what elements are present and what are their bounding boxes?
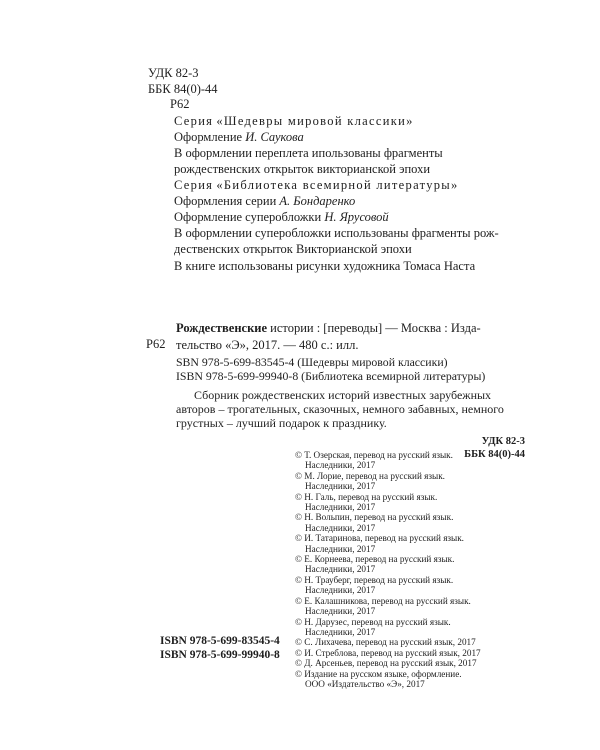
bbk-code-right: ББК 84(0)-44 — [464, 449, 525, 460]
udk-code: УДК 82-3 — [148, 66, 199, 80]
copyright-entry — [295, 512, 535, 533]
copyright-line: © Е. Корнеева, перевод на русский язык. — [295, 554, 455, 565]
copyright-line: Наследники, 2017 — [305, 585, 376, 596]
copyright-line: Наследники, 2017 — [305, 460, 376, 471]
copyright-line: Наследники, 2017 — [305, 564, 376, 575]
series-design-prefix: Оформления серии — [174, 194, 277, 208]
copyright-line: Наследники, 2017 — [305, 626, 376, 637]
binding-note-line-2: рождественских открыток викторианской эпохи — [174, 162, 431, 176]
biblio-line-2: тельство «Э», 2017. — 480 с.: илл. — [176, 338, 359, 352]
copyright-entry — [295, 648, 535, 658]
copyright-line: © Н. Галь, перевод на русский язык. — [295, 491, 438, 502]
copyright-entry — [295, 492, 535, 513]
copyright-line: ООО «Издательство «Э», 2017 — [305, 678, 425, 689]
series-block-2 — [174, 177, 534, 257]
copyright-entry — [295, 533, 535, 554]
copyright-entry — [295, 658, 535, 668]
annotation — [176, 388, 522, 430]
annotation-line: Сборник рождественских историй известных зарубежных — [194, 388, 492, 402]
copyright-line: © Н. Дарузес, перевод на русский язык. — [295, 616, 451, 627]
copyright-entry — [295, 669, 535, 690]
copyright-list — [295, 450, 535, 689]
copyright-entry — [295, 575, 535, 596]
isbn-bottom-block — [160, 634, 280, 662]
cover-design-prefix: Оформление суперобложки — [174, 210, 322, 224]
copyright-line: © Е. Калашникова, перевод на русский язык. — [295, 595, 471, 606]
series-name: «Библиотека всемирной литературы» — [216, 178, 459, 192]
copyright-line: Наследники, 2017 — [305, 522, 376, 533]
copyright-line: © И. Стреблова, перевод на русский язык, 2017 — [295, 647, 481, 658]
classification-block — [148, 66, 218, 113]
cover-note-line-2: дественских открыток Викторианской эпохи — [174, 242, 412, 256]
copyright-line: © И. Татаринова, перевод на русский язык. — [295, 533, 464, 544]
isbn-series-line: ISBN 978-5-699-99940-8 (Библиотека всемирной литературы) — [176, 369, 486, 383]
isbn-series-line: SBN 978-5-699-83545-4 (Шедевры мировой классики) — [176, 355, 448, 369]
series-line — [174, 113, 534, 129]
isbn-bottom-line: ISBN 978-5-699-99940-8 — [160, 649, 280, 661]
biblio-author-mark: Р62 — [146, 337, 166, 351]
design-prefix: Оформление — [174, 130, 243, 144]
copyright-line: Наследники, 2017 — [305, 543, 376, 554]
binding-note-line-1: В оформлении переплета ипользованы фрагменты — [174, 146, 443, 160]
series-name: «Шедевры мировой классики» — [216, 114, 414, 128]
series-prefix: Серия — [174, 178, 214, 192]
copyright-entry — [295, 471, 535, 492]
copyright-entry — [295, 554, 535, 575]
bbk-code: ББК 84(0)-44 — [148, 81, 218, 96]
udk-code-right: УДК 82-3 — [481, 436, 525, 447]
copyright-entry — [295, 637, 535, 647]
copyright-line: Наследники, 2017 — [305, 502, 376, 513]
copyright-line: © Д. Арсеньев, перевод на русский язык, 2017 — [295, 658, 477, 669]
cover-design-author: Н. Ярусовой — [324, 210, 389, 224]
cover-design-line — [174, 209, 534, 225]
biblio-title: Рождественские — [176, 321, 268, 335]
illustrations-note: В книге использованы рисунки художника Томаса Наста — [174, 259, 476, 273]
copyright-line: © Н. Вольпин, перевод на русский язык. — [295, 512, 454, 523]
isbn-series-block — [176, 355, 485, 383]
copyright-entry — [295, 617, 535, 638]
series-line — [174, 177, 534, 193]
copyright-entry — [295, 450, 535, 471]
copyright-line: © Н. Трауберг, перевод на русский язык. — [295, 574, 454, 585]
series-block-1 — [174, 113, 534, 177]
annotation-line: грустных – лучший подарок к празднику. — [176, 416, 387, 430]
annotation-line: авторов – трогательных, сказочных, немного забавных, немного — [176, 402, 504, 416]
cover-note-line-1: В оформлении суперобложки использованы фрагменты рож- — [174, 226, 499, 240]
copyright-line: © Т. Озерская, перевод на русский язык. — [295, 450, 453, 460]
copyright-line: © Издание на русском языке, оформление. — [295, 668, 462, 679]
series-design-author: А. Бондаренко — [279, 194, 356, 208]
design-line — [174, 129, 534, 145]
copyright-line: © М. Лорие, перевод на русский язык. — [295, 470, 445, 481]
isbn-bottom-line: ISBN 978-5-699-83545-4 — [160, 635, 280, 647]
copyright-line: Наследники, 2017 — [305, 481, 376, 492]
author-mark: Р62 — [170, 97, 190, 111]
design-author: И. Саукова — [245, 130, 304, 144]
copyright-line: © С. Лихачева, перевод на русский язык, 2017 — [295, 637, 476, 648]
series-prefix: Серия — [174, 114, 214, 128]
copyright-line: Наследники, 2017 — [305, 606, 376, 617]
biblio-line-1 — [176, 320, 522, 337]
biblio-line-1-rest: истории : [переводы] — Москва : Изда- — [267, 321, 481, 335]
biblio-description — [176, 320, 522, 354]
series-design-line — [174, 193, 534, 209]
copyright-entry — [295, 596, 535, 617]
